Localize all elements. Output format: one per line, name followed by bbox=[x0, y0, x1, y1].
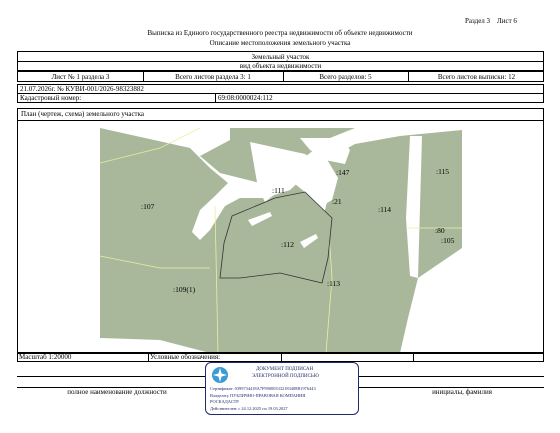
scale-legend-row bbox=[17, 352, 544, 362]
total-sheets-section: Всего листов раздела 3: 1 bbox=[175, 73, 251, 81]
plan-title: План (чертеж, схема) земельного участка bbox=[21, 110, 145, 118]
object-type-caption: вид объекта недвижимости bbox=[239, 62, 322, 70]
legend-label: Условные обозначения: bbox=[150, 353, 221, 361]
parcel-label-147: :147 bbox=[336, 168, 350, 177]
parcel-label-112: :112 bbox=[281, 240, 295, 249]
stamp-owner2: РОСКАДАСТР bbox=[210, 399, 239, 404]
sheet-number: Лист № 1 раздела 3 bbox=[51, 73, 110, 81]
sheet-info-row bbox=[17, 71, 544, 82]
parcel-label-113: :113 bbox=[327, 279, 341, 288]
document-subtitle: Описание местоположения земельного участка bbox=[209, 39, 351, 47]
parcel-label-115: :115 bbox=[436, 167, 450, 176]
total-sections: Всего разделов: 5 bbox=[319, 73, 372, 81]
stamp-valid: Действителен: с 24.12.2025 по 19.03.2027 bbox=[210, 406, 288, 411]
sheet-label: Лист 6 bbox=[497, 17, 517, 25]
emblem-icon bbox=[211, 366, 229, 384]
parcel-label-114: :114 bbox=[378, 205, 392, 214]
parcel-label-105: :105 bbox=[441, 236, 455, 245]
section-label: Раздел 3 bbox=[465, 17, 491, 25]
parcel-label-109: :109(1) bbox=[173, 285, 196, 294]
parcel-label-80: :80 bbox=[435, 226, 445, 235]
position-caption: полное наименование должности bbox=[67, 388, 167, 396]
parcel-label-21: :21 bbox=[332, 197, 342, 206]
initials-caption: инициалы, фамилия bbox=[432, 388, 492, 396]
stamp-certificate: Сертификат: 0399734418A7F990003332183408B1976443 bbox=[210, 386, 316, 391]
scale: Масштаб 1:20000 bbox=[19, 353, 72, 361]
parcel-label-107: :107 bbox=[141, 202, 155, 211]
object-box bbox=[17, 51, 544, 71]
date-number: 21.07.2026г. № КУВИ-001/2026-98323882 bbox=[20, 85, 144, 93]
cadastral-row bbox=[17, 93, 544, 103]
cadastral-number: 69:08:0000024:112 bbox=[218, 94, 273, 102]
stamp-line2: ЭЛЕКТРОННОЙ ПОДПИСЬЮ bbox=[252, 374, 319, 379]
total-sheets-extract: Всего листов выписки: 12 bbox=[437, 73, 516, 81]
parcel-label-111: :111 bbox=[272, 186, 285, 195]
object-name: Земельный участок bbox=[251, 53, 310, 61]
stamp-line1: ДОКУМЕНТ ПОДПИСАН bbox=[256, 367, 314, 372]
stamp-owner: Владелец: ПУБЛИЧНО-ПРАВОВАЯ КОМПАНИЯ bbox=[210, 393, 306, 398]
cadastral-label: Кадастровый номер: bbox=[20, 94, 82, 102]
electronic-signature-stamp bbox=[205, 362, 359, 415]
document-title: Выписка из Единого государственного реестра недвижимости об объекте недвижимости bbox=[147, 29, 413, 37]
